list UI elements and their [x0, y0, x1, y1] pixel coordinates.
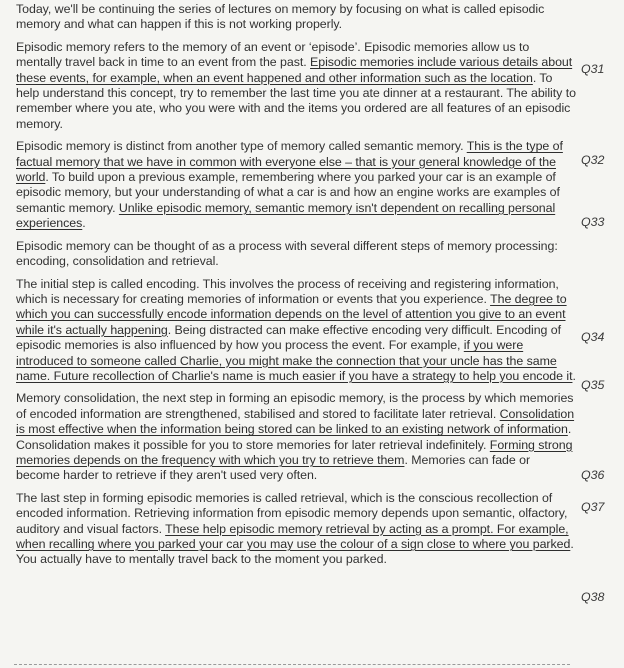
p3-underlined-answer-2: Unlike episodic memory, semantic memory isn't dependent on recalling personal experiences: [16, 200, 556, 231]
p3-text-2: . To build upon a previous example, remembering where you parked your car is an example of episodic memory, but your understanding of what a car is and how an engine works are examples of semantic memory.: [16, 170, 560, 215]
p5-underlined-answer-1: The degree to which you can successfully encode information depends on the level of attention you give to an event while it's actually happening: [16, 291, 567, 337]
p7-underlined-answer: These help episodic memory retrieval by acting as a prompt. For example, when recalling where you parked your car you may use the colour of a sign close to where you parked: [16, 521, 571, 551]
lecture-transcript: [16, 2, 576, 575]
p3-underlined-answer-1: This is the type of factual memory that we have in common with everyone else – that is your general knowledge of the world: [16, 139, 563, 185]
paragraph-process-steps: [16, 239, 576, 270]
p3-text-1: Episodic memory is distinct from another type of memory called semantic memory.: [16, 139, 467, 154]
p2-text-2: . To help understand this concept, try to remember the last time you ate dinner at a restaurant. The ability to remember where you ate, who you were with and the items you ordered are all features of an episodic memory.: [16, 70, 576, 131]
question-label-q32: Q32: [581, 153, 605, 167]
p6-text-2: . Consolidation makes it possible for you to store memories for later retrieval indefinitely.: [16, 422, 572, 452]
p2-text-1: Episodic memory refers to the memory of an event or ‘episode’. Episodic memories allow us to mentally travel back in time to an event from the past.: [16, 39, 530, 70]
p6-text-1: Memory consolidation, the next step in forming an episodic memory, is the process by which memories of encoded information are strengthened, stabilised and stored to facilitate later retrieval.: [16, 391, 574, 421]
question-label-q38: Q38: [581, 590, 605, 604]
paragraph-intro: [16, 2, 576, 33]
p6-text-3: . Memories can fade or become harder to retrieve if they aren't used very often.: [16, 452, 531, 483]
p5-text-3: .: [572, 368, 576, 383]
p4-text: Episodic memory can be thought of as a process with several different steps of memory processing: encoding, consolidation and retrieval.: [16, 238, 558, 269]
question-label-q31: Q31: [581, 62, 605, 76]
p6-underlined-answer-1: Consolidation is most effective when the information being stored can be linked to an existing network of information: [16, 406, 575, 437]
p3-text-3: .: [82, 216, 86, 231]
p7-text-1: The last step in forming episodic memories is called retrieval, which is the conscious recollection of encoded information. Retrieving information from episodic memory depends upon semantic, olfactory, auditory and visual factors.: [16, 490, 568, 536]
question-label-q34: Q34: [581, 330, 605, 344]
p5-underlined-answer-2: if you were introduced to someone called Charlie, you might make the connection that your uncle has the same name. Future recollection of Charlie's name is much easier if you have a strategy to help you encode it: [16, 338, 573, 383]
question-label-q36: Q36: [581, 468, 605, 482]
bottom-dashed-rule: [14, 664, 570, 665]
question-label-q37: Q37: [581, 500, 605, 514]
paragraph-retrieval: [16, 491, 576, 568]
paragraph-semantic-memory: [16, 139, 576, 231]
question-label-q35: Q35: [581, 378, 605, 392]
p7-text-2: . You actually have to mentally travel back to the moment you parked.: [16, 537, 574, 567]
paragraph-consolidation: [16, 391, 576, 483]
p6-underlined-answer-2: Forming strong memories depends on the frequency with which you try to retrieve them: [16, 437, 573, 467]
paragraph-episodic-definition: [16, 40, 576, 132]
p2-underlined-answer: Episodic memories include various details about these events, for example, when an event happened and other information such as the location: [16, 55, 573, 85]
p1-text: Today, we'll be continuing the series of lectures on memory by focusing on what is called episodic memory and what can happen if this is not working properly.: [16, 2, 545, 32]
question-label-q33: Q33: [581, 215, 605, 229]
p5-text-1: The initial step is called encoding. This involves the process of receiving and registering information, which is necessary for creating memories of information or events that you experience.: [16, 276, 559, 306]
paragraph-encoding: [16, 277, 576, 385]
p5-text-2: . Being distracted can make effective encoding very difficult. Encoding of episodic memories is also influenced by how you process the event. For example,: [16, 322, 562, 353]
